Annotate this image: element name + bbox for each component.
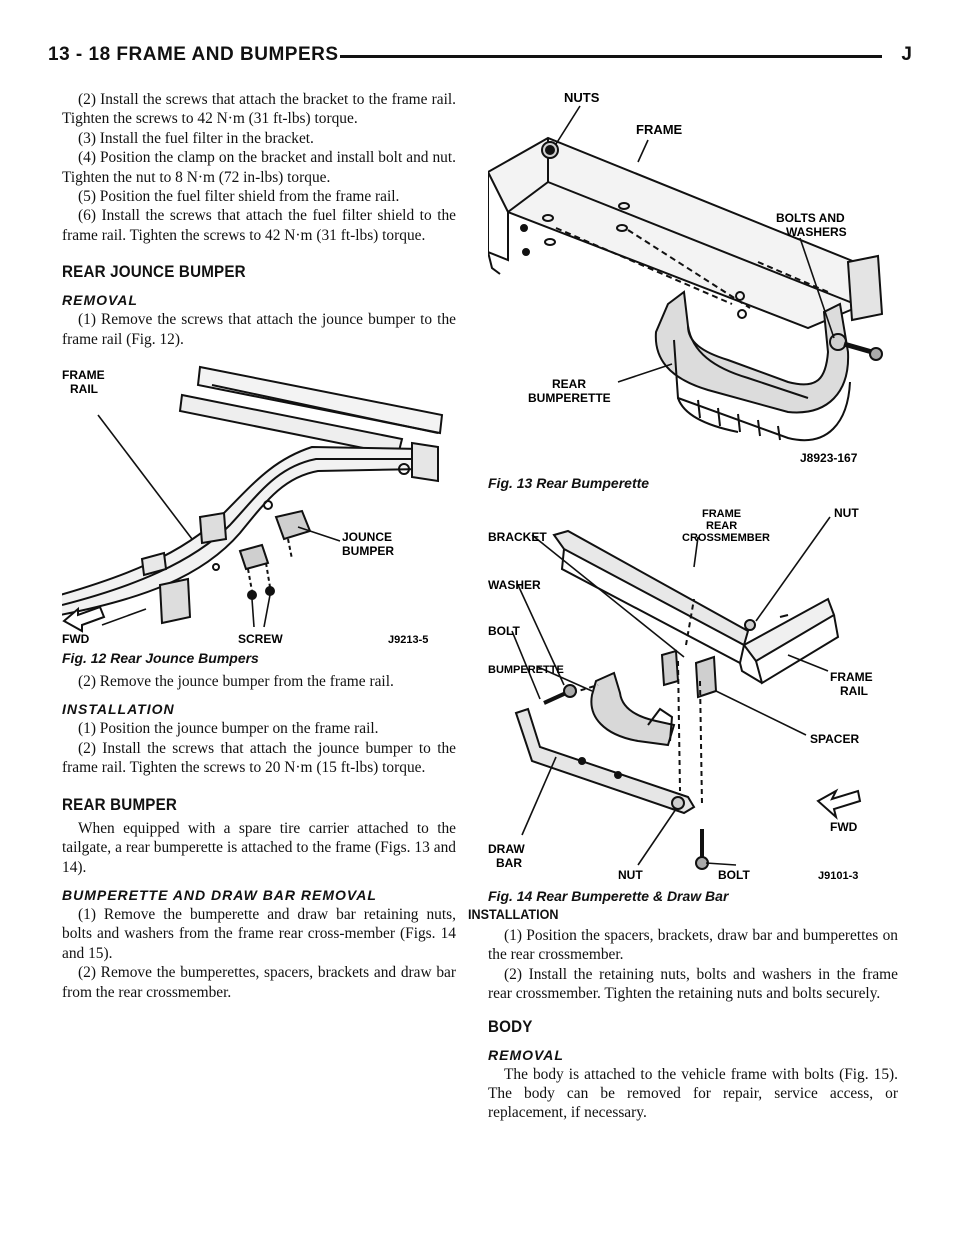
label-bracket: BRACKET xyxy=(488,530,547,544)
paragraph: (6) Install the screws that attach the fuel filter shield to the frame rail. Tighten the screws to 42 N·m (31 ft-lbs) torque. xyxy=(62,207,456,244)
paragraph: (4) Position the clamp on the bracket and install bolt and nut. Tighten the nut to 8 N·m (72 in-lbs) torque. xyxy=(62,149,456,186)
label-bolt-left: BOLT xyxy=(488,624,520,638)
paragraph: (5) Position the fuel filter shield from the frame rail. xyxy=(78,188,400,206)
rear-bumperette-draw-bar-illustration xyxy=(488,495,898,883)
label-jounce-bumper-2: BUMPER xyxy=(342,544,395,559)
subtitle-removal: REMOVAL xyxy=(488,1046,564,1063)
label-nut-top: NUT xyxy=(834,506,859,520)
label-fwd: FWD xyxy=(62,632,90,646)
subtitle-installation: INSTALLATION xyxy=(62,701,175,718)
label-frame-rear-crossmember-3: CROSSMEMBER xyxy=(682,532,771,544)
paragraph: The body is attached to the vehicle frame with bolts (Fig. 15). The body can be removed for repair, service access, or replacement, if necessary. xyxy=(488,1065,898,1122)
left-column xyxy=(62,90,456,1002)
paragraph: (1) Position the jounce bumper on the frame rail. xyxy=(78,720,379,738)
label-bolts-and-washers-1: BOLTS AND xyxy=(776,211,845,225)
label-draw-bar-1: DRAW xyxy=(488,842,525,856)
label-draw-bar-2: BAR xyxy=(496,856,522,870)
figure-14 xyxy=(488,495,898,904)
label-nut-bottom: NUT xyxy=(618,868,643,882)
paragraph: (1) Position the spacers, brackets, draw bar and bumperettes on the rear crossmember. xyxy=(488,927,898,964)
figure-13 xyxy=(488,82,898,491)
paragraph: (2) Install the retaining nuts, bolts and washers in the frame rear crossmember. Tighten the retaining nuts and bolts securely. xyxy=(488,965,898,1003)
label-fwd: FWD xyxy=(830,820,858,834)
paragraph: (1) Remove the bumperette and draw bar retaining nuts, bolts and washers from the frame rear cross-member (Figs. 14 and 15). xyxy=(62,905,456,962)
subtitle-bumperette-removal: BUMPERETTE AND DRAW BAR REMOVAL xyxy=(62,886,377,903)
header-rule xyxy=(340,55,882,58)
section-title-rear-bumper: REAR BUMPER xyxy=(62,795,178,814)
figure-code: J8923-167 xyxy=(800,451,858,465)
label-nuts: NUTS xyxy=(564,90,600,105)
section-title-rear-jounce-bumper: REAR JOUNCE BUMPER xyxy=(62,263,246,282)
paragraph: (2) Remove the bumperettes, spacers, brackets and draw bar from the rear crossmember. xyxy=(62,964,456,1001)
right-column xyxy=(468,82,898,1123)
label-rear-bumperette-1: REAR xyxy=(552,377,587,391)
paragraph: (3) Install the fuel filter in the bracket. xyxy=(78,129,314,147)
label-frame-rail-2: RAIL xyxy=(70,382,98,397)
label-screw: SCREW xyxy=(238,632,283,646)
rear-jounce-bumper-illustration xyxy=(62,355,456,645)
paragraph: When equipped with a spare tire carrier attached to the tailgate, a rear bumperette is attached to the frame (Figs. 13 and 14). xyxy=(62,819,456,876)
label-frame-rear-crossmember-2: REAR xyxy=(706,520,738,532)
paragraph: (2) Remove the jounce bumper from the frame rail. xyxy=(78,673,394,691)
figure-caption: Fig. 12 Rear Jounce Bumpers xyxy=(62,650,259,667)
label-frame-rail-1: FRAME xyxy=(830,670,873,684)
label-bolt-bottom: BOLT xyxy=(718,868,750,882)
paragraph: (1) Remove the screws that attach the jounce bumper to the frame rail (Fig. 12). xyxy=(62,311,456,348)
label-frame-rear-crossmember-1: FRAME xyxy=(702,508,742,520)
figure-code: J9101-3 xyxy=(818,870,859,882)
subtitle-removal: REMOVAL xyxy=(62,292,138,309)
label-frame-rail-2: RAIL xyxy=(840,684,868,698)
figure-caption: Fig. 14 Rear Bumperette & Draw Bar xyxy=(488,888,729,904)
paragraph: (2) Install the screws that attach the bracket to the frame rail. Tighten the screws to 42 N·m (31 ft-lbs) torque. xyxy=(62,91,456,128)
label-spacer: SPACER xyxy=(810,732,860,746)
figure-caption: Fig. 13 Rear Bumperette xyxy=(488,475,650,491)
label-frame-rail-1: FRAME xyxy=(62,368,105,383)
figure-12 xyxy=(62,355,456,666)
header-letter: J xyxy=(901,44,912,65)
label-jounce-bumper-1: JOUNCE xyxy=(342,530,393,545)
section-header: 13 - 18 FRAME AND BUMPERS xyxy=(48,44,339,65)
paragraph: (2) Install the screws that attach the jounce bumper to the frame rail. Tighten the screws to 20 N·m (15 ft-lbs) torque. xyxy=(62,739,456,777)
label-bolts-and-washers-2: WASHERS xyxy=(786,225,847,239)
subtitle-installation: INSTALLATION xyxy=(468,906,559,922)
page-header xyxy=(48,44,912,74)
rear-bumperette-illustration xyxy=(488,82,898,470)
label-bumperette: BUMPERETTE xyxy=(488,664,564,676)
label-frame: FRAME xyxy=(636,122,683,137)
label-washer: WASHER xyxy=(488,578,541,592)
label-rear-bumperette-2: BUMPERETTE xyxy=(528,391,611,405)
figure-code: J9213-5 xyxy=(388,634,429,646)
section-title-body: BODY xyxy=(488,1017,533,1036)
